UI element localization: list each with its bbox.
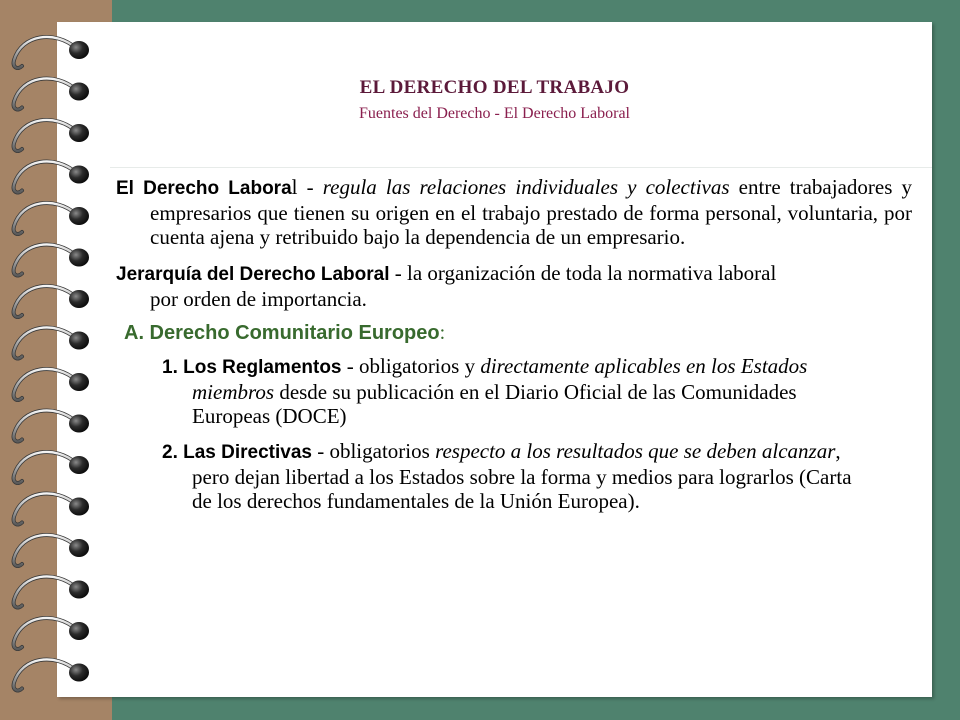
spiral-ring bbox=[14, 120, 89, 151]
list-item-term: 1. Los Reglamentos bbox=[162, 357, 342, 378]
spiral-ring bbox=[14, 452, 89, 483]
list-item-reglamentos bbox=[162, 354, 852, 428]
definition-term: El Derecho Labora bbox=[116, 178, 292, 199]
spiral-ring bbox=[14, 659, 89, 690]
spiral-ring bbox=[14, 410, 89, 441]
spiral-ring bbox=[14, 576, 89, 607]
hierarchy-text: - la organización de toda la normativa laboral por orden de importancia. bbox=[150, 261, 777, 311]
hierarchy-term: Jerarquía del Derecho Laboral bbox=[116, 264, 390, 285]
list-item-italic: directamente aplicables en los Estados miembros bbox=[192, 354, 808, 404]
section-heading-a-name: A. Derecho Comunitario Europeo bbox=[124, 322, 440, 344]
definition-dash: - bbox=[297, 175, 323, 199]
page-subtitle: Fuentes del Derecho - El Derecho Laboral bbox=[359, 105, 630, 122]
title-block bbox=[57, 60, 932, 123]
spiral-ring bbox=[14, 203, 89, 234]
definition-term-tail: l bbox=[291, 175, 298, 199]
spiral-ring bbox=[14, 369, 89, 400]
spiral-ring bbox=[14, 618, 89, 649]
page-title: EL DERECHO DEL TRABAJO bbox=[359, 77, 630, 98]
title-divider bbox=[110, 167, 932, 168]
spiral-ring bbox=[14, 244, 89, 275]
slide-content bbox=[116, 175, 912, 524]
definition-text: entre trabajadores y empresarios que tienen su origen en el trabajo prestado de forma personal, voluntaria, por cuenta ajena y retribuido bajo la dependencia de un empresario. bbox=[150, 175, 912, 249]
hierarchy-paragraph bbox=[116, 261, 790, 311]
spiral-ring bbox=[14, 535, 89, 566]
list-item-text: desde su publicación en el Diario Oficial de las Comunidades Europeas (DOCE) bbox=[192, 380, 797, 428]
list-item-text: , pero dejan libertad a los Estados sobre la forma y medios para lograrlos (Carta de los derechos fundamentales de la Unión Europea). bbox=[192, 439, 852, 513]
list-item-directivas bbox=[162, 439, 872, 513]
list-item-pre: - obligatorios bbox=[311, 439, 436, 463]
definition-paragraph bbox=[116, 175, 912, 249]
section-heading-a bbox=[124, 321, 912, 345]
section-heading-a-colon: : bbox=[439, 322, 446, 344]
list-item-italic: respecto a los resultados que se deben alcanzar bbox=[435, 439, 836, 463]
definition-italic: regula las relaciones individuales y colectivas bbox=[322, 175, 730, 199]
list-item-pre: - obligatorios y bbox=[341, 354, 481, 378]
spiral-ring bbox=[14, 493, 89, 524]
spiral-ring bbox=[14, 327, 89, 358]
list-item-term: 2. Las Directivas bbox=[162, 442, 312, 463]
spiral-ring bbox=[14, 286, 89, 317]
spiral-ring bbox=[14, 161, 89, 192]
